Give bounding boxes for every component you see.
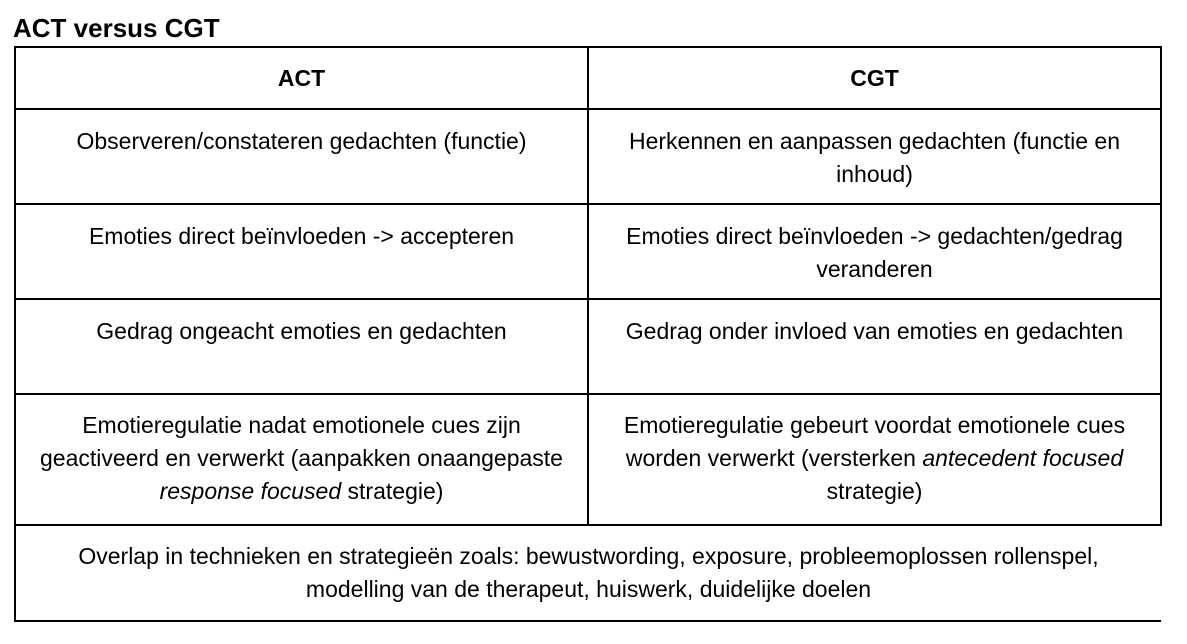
cgt-text-end: strategie) (826, 478, 923, 504)
table-row (15, 394, 1161, 525)
cgt-italic-text: antecedent focused (922, 445, 1124, 471)
cgt-cell: Gedrag onder invloed van emoties en gedachten (588, 299, 1161, 394)
act-cell: Observeren/constateren gedachten (functie) (15, 109, 588, 204)
document-title: ACT versus CGT (13, 13, 220, 43)
footer-row (15, 525, 1161, 621)
act-italic-text: response focused (159, 478, 342, 504)
header-act: ACT (15, 47, 588, 109)
cgt-cell: Herkennen en aanpassen gedachten (functie en inhoud) (588, 109, 1161, 204)
overlap-cell: Overlap in technieken en strategieën zoals: bewustwording, exposure, probleemoplossen rollenspel, modelling van de therapeut, huiswerk, duidelijke doelen (15, 525, 1161, 621)
header-row (15, 47, 1161, 109)
act-text-end: strategie) (341, 478, 444, 504)
table-row (15, 109, 1161, 204)
comparison-table (14, 46, 1162, 622)
header-cgt: CGT (588, 47, 1161, 109)
cgt-cell: Emoties direct beïnvloeden -> gedachten/gedrag veranderen (588, 204, 1161, 299)
cgt-cell (588, 394, 1161, 525)
act-cell: Emoties direct beïnvloeden -> accepteren (15, 204, 588, 299)
table-row (15, 299, 1161, 394)
table-row (15, 204, 1161, 299)
act-cell: Gedrag ongeacht emoties en gedachten (15, 299, 588, 394)
cgt-text: Emotieregulatie gebeurt voordat emotionele cues worden verwerkt (versterken (623, 412, 1126, 471)
act-cell (15, 394, 588, 525)
act-text: Emotieregulatie nadat emotionele cues zijn geactiveerd en verwerkt (aanpakken onaangepaste (40, 412, 563, 471)
